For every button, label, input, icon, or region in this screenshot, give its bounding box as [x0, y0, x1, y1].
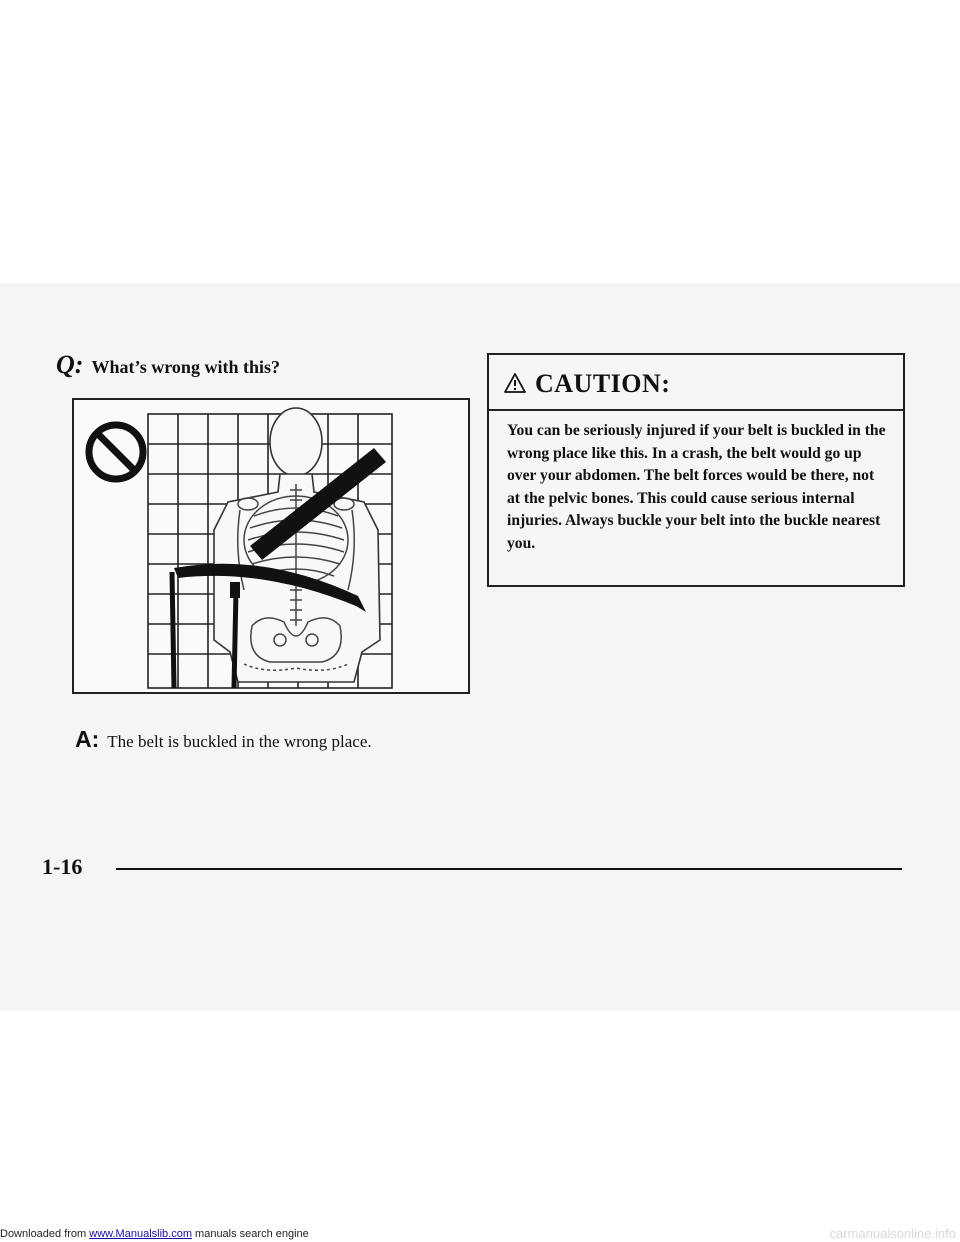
answer-text: The belt is buckled in the wrong place.	[107, 732, 372, 751]
caution-box	[487, 353, 905, 587]
answer-letter: A:	[75, 726, 100, 752]
caution-text: You can be seriously injured if your belt is buckled in the wrong place like this. In a crash, the belt would go up over your abdomen. The belt forces would be there, not at the pelvic bones. This could cause serious internal injuries. Always buckle your belt into the buckle nearest you.	[507, 422, 886, 552]
question-text: What’s wrong with this?	[91, 357, 280, 377]
download-credit	[0, 1228, 309, 1240]
footer-rule	[116, 868, 902, 870]
caution-header	[489, 355, 903, 411]
credit-prefix: Downloaded from	[0, 1228, 90, 1240]
question-letter: Q:	[56, 350, 84, 379]
manualslib-link[interactable]: www.Manualslib.com	[89, 1228, 192, 1240]
skeleton-wrong-buckle-figure	[74, 400, 468, 692]
watermark: carmanualsonline.info	[829, 1226, 956, 1241]
prohibited-icon	[89, 425, 143, 479]
seatbelt-illustration	[72, 398, 470, 694]
page-number: 1-16	[42, 854, 83, 879]
credit-suffix: manuals search engine	[191, 1228, 309, 1240]
question	[56, 350, 280, 380]
answer	[75, 726, 372, 753]
warning-triangle-icon	[503, 372, 527, 394]
caution-title: CAUTION:	[535, 369, 671, 398]
